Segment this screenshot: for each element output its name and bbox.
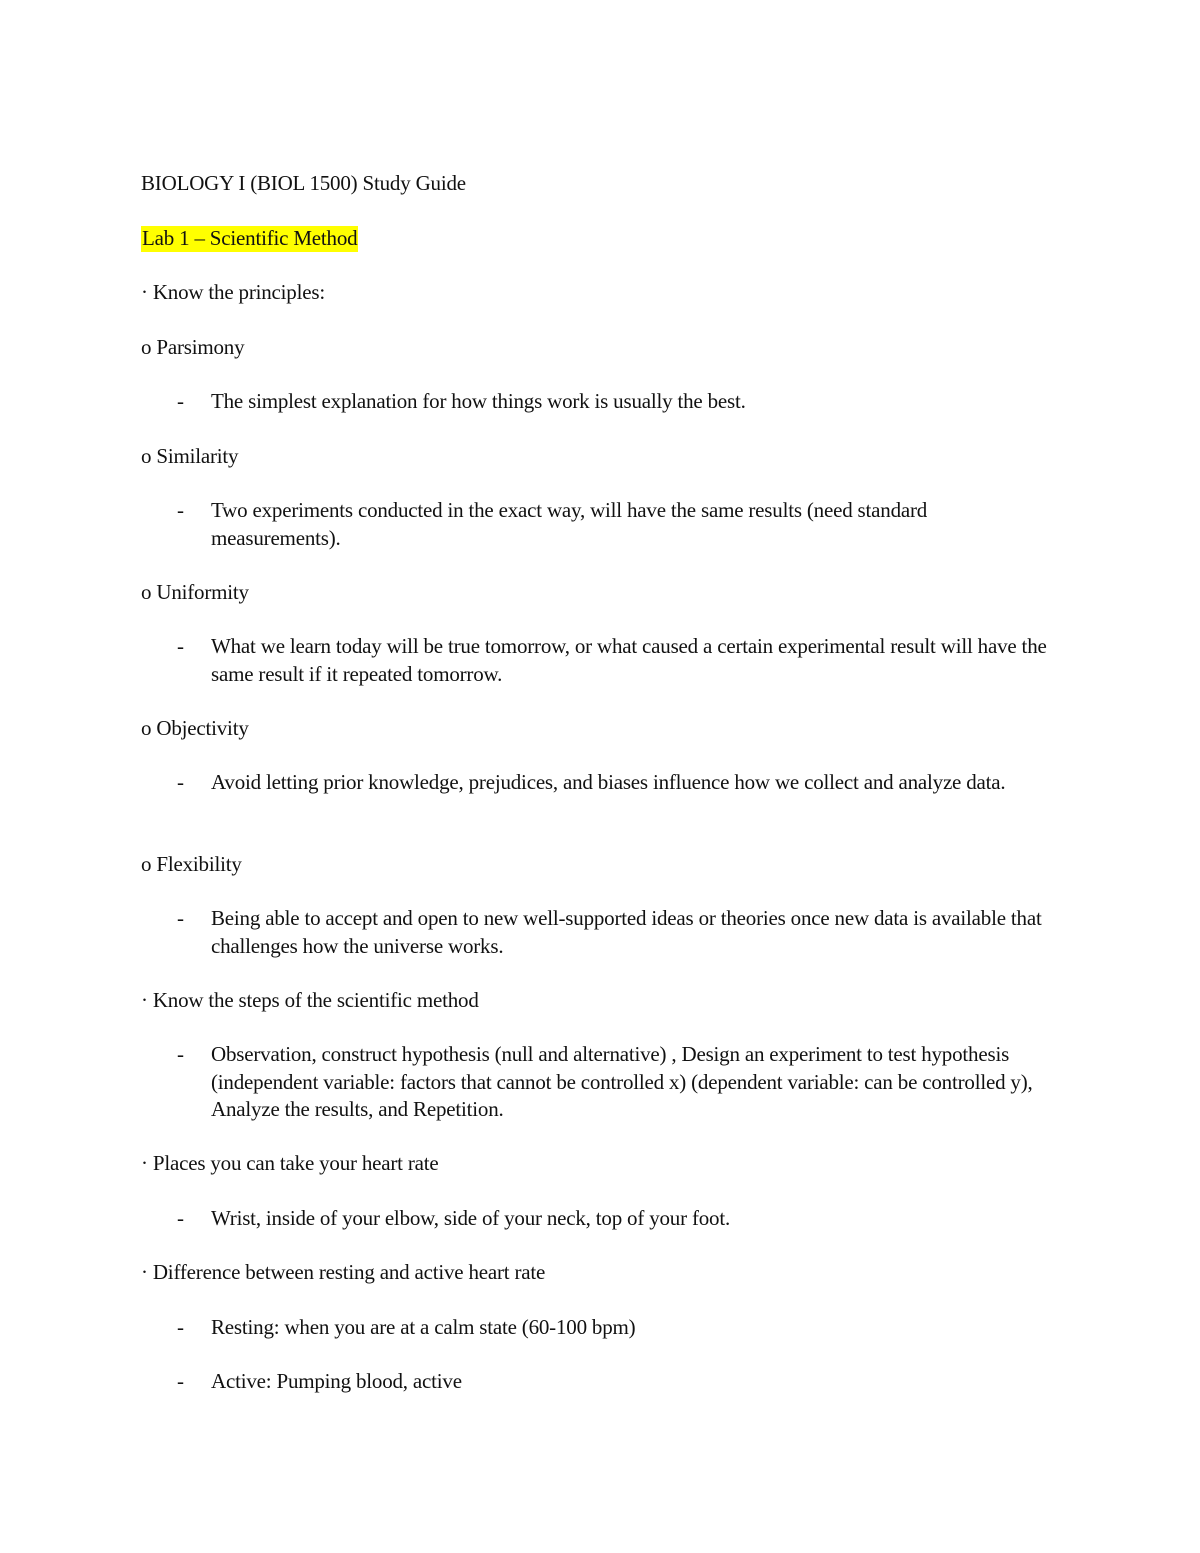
heart-rate-places-detail: Wrist, inside of your elbow, side of your neck, top of your foot. <box>211 1206 731 1230</box>
principle-flexibility: o Flexibility <box>141 852 242 876</box>
bullet-heart-rate-places: · Places you can take your heart rate <box>141 1151 439 1175</box>
dash-marker: - <box>177 634 184 658</box>
bullet-resting-active: · Difference between resting and active heart rate <box>141 1260 546 1284</box>
principle-parsimony-detail: The simplest explanation for how things work is usually the best. <box>211 389 746 413</box>
principle-parsimony: o Parsimony <box>141 335 245 359</box>
principle-uniformity-detail: What we learn today will be true tomorrow, or what caused a certain experimental result will have the same result if it repeated tomorrow. <box>211 634 1047 686</box>
principle-objectivity: o Objectivity <box>141 716 249 740</box>
resting-heart-rate-detail: Resting: when you are at a calm state (60-100 bpm) <box>211 1315 636 1339</box>
bullet-know-principles: · Know the principles: <box>141 280 325 304</box>
principle-flexibility-detail: Being able to accept and open to new well-supported ideas or theories once new data is available that challenges how the universe works. <box>211 906 1042 958</box>
dash-marker: - <box>177 389 184 413</box>
dash-marker: - <box>177 1206 184 1230</box>
dash-marker: - <box>177 1369 184 1393</box>
principle-similarity-detail: Two experiments conducted in the exact way, will have the same results (need standard measurements). <box>211 498 928 550</box>
dash-marker: - <box>177 1315 184 1339</box>
document-title: BIOLOGY I (BIOL 1500) Study Guide <box>141 171 466 195</box>
principle-objectivity-detail: Avoid letting prior knowledge, prejudices, and biases influence how we collect and analyze data. <box>211 770 1006 794</box>
lab-heading-highlight: Lab 1 – Scientific Method <box>142 226 358 250</box>
dash-marker: - <box>177 1042 184 1066</box>
bullet-scientific-steps: · Know the steps of the scientific method <box>141 988 479 1012</box>
active-heart-rate-detail: Active: Pumping blood, active <box>211 1369 462 1393</box>
principle-uniformity: o Uniformity <box>141 580 249 604</box>
scientific-steps-detail: Observation, construct hypothesis (null and alternative) , Design an experiment to test hypothesis (independent variable: factors that cannot be controlled x) (dependent variable: can be controlled y), Analyze the results, and Repetition. <box>211 1042 1033 1121</box>
dash-marker: - <box>177 498 184 522</box>
lab-heading <box>141 225 358 252</box>
principle-similarity: o Similarity <box>141 444 239 468</box>
dash-marker: - <box>177 770 184 794</box>
dash-marker: - <box>177 906 184 930</box>
